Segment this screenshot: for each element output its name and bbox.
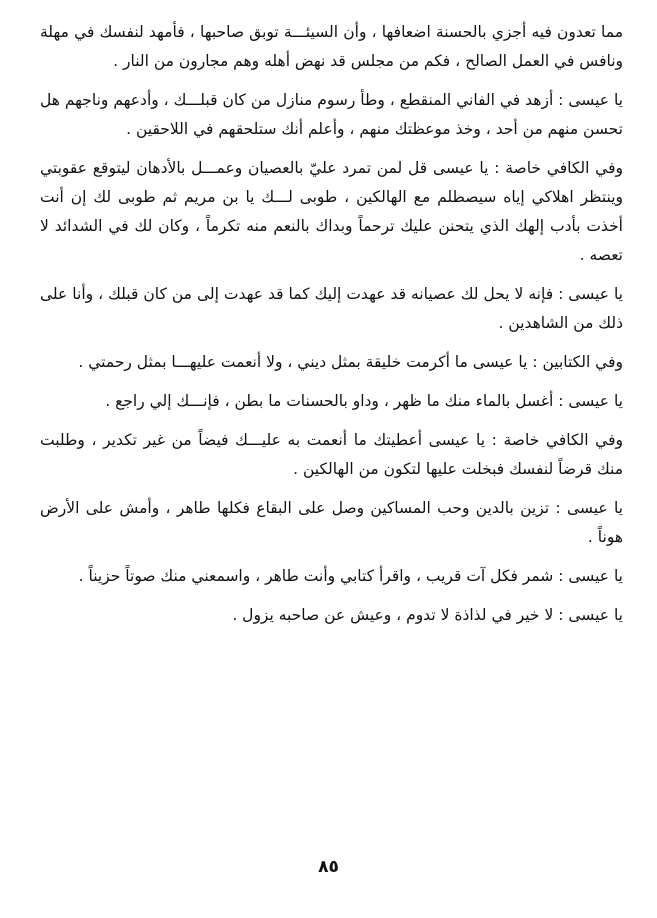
paragraph-4: يا عيسى : فإنه لا يحل لك عصيانه قد عهدت إليك كما قد عهدت إلى من كان قبلك ، وأنا على ذلك من الشاهدين . — [40, 285, 623, 332]
paragraph-9: يا عيسى : شمر فكل آت قريب ، واقرأ كتابي وأنت طاهر ، واسمعني منك صوتاً حزيناً . — [78, 567, 623, 585]
paragraph-5: وفي الكتابين : يا عيسى ما أكرمت خليقة بمثل ديني ، ولا أنعمت عليهـــا بمثل رحمتي . — [78, 353, 623, 371]
paragraph-7: وفي الكافي خاصة : يا عيسى أعطيتك ما أنعمت به عليـــك فيضاً من غير تكدير ، وطلبت منك قرضاً لنفسك فبخلت عليها لتكون من الهالكين . — [40, 431, 623, 478]
paragraph-1: مما تعدون فيه أجزي بالحسنة اضعافها ، وأن السيئـــة توبق صاحبها ، فأمهد لنفسك في مهلة ونافس في العمل الصالح ، فكم من مجلس قد نهض أهله وهم مجارون من النار . — [40, 23, 623, 70]
paragraph-10: يا عيسى : لا خير في لذاذة لا تدوم ، وعيش عن صاحبه يزول . — [232, 606, 623, 624]
paragraph-2: يا عيسى : أزهد في الفاني المنقطع ، وطأ رسوم منازل من كان قبلـــك ، وأدعهم وناجهم هل تحسن منهم من أحد ، وخذ موعظتك منهم ، وأعلم أنك ستلحقهم في اللاحقين . — [40, 91, 623, 138]
paragraph-8: يا عيسى : تزين بالدين وحب المساكين وصل على البقاع فكلها طاهر ، وأمش على الأرض هوناً . — [40, 499, 623, 546]
page-body — [40, 18, 623, 918]
page-number: ٨٥ — [318, 857, 339, 877]
paragraph-3: وفي الكافي خاصة : يا عيسى قل لمن تمرد عليّ بالعصيان وعمـــل بالأدهان ليتوقع عقوبتي وينتظر اهلاكي إياه سيصطلم مع الهالكين ، طوبى لـــك يا بن مريم ثم طوبى لك إن أنت أخذت بأدب إلهك الذي يتحنن عليك ترحماً وبداك بالنعم منه تكرماً ، وكان لك في الشدائد لا تعصه . — [40, 159, 623, 264]
paragraph-6: يا عيسى : أغسل بالماء منك ما ظهر ، وداو بالحسنات ما بطن ، فإنـــك إلي راجع . — [105, 392, 623, 410]
